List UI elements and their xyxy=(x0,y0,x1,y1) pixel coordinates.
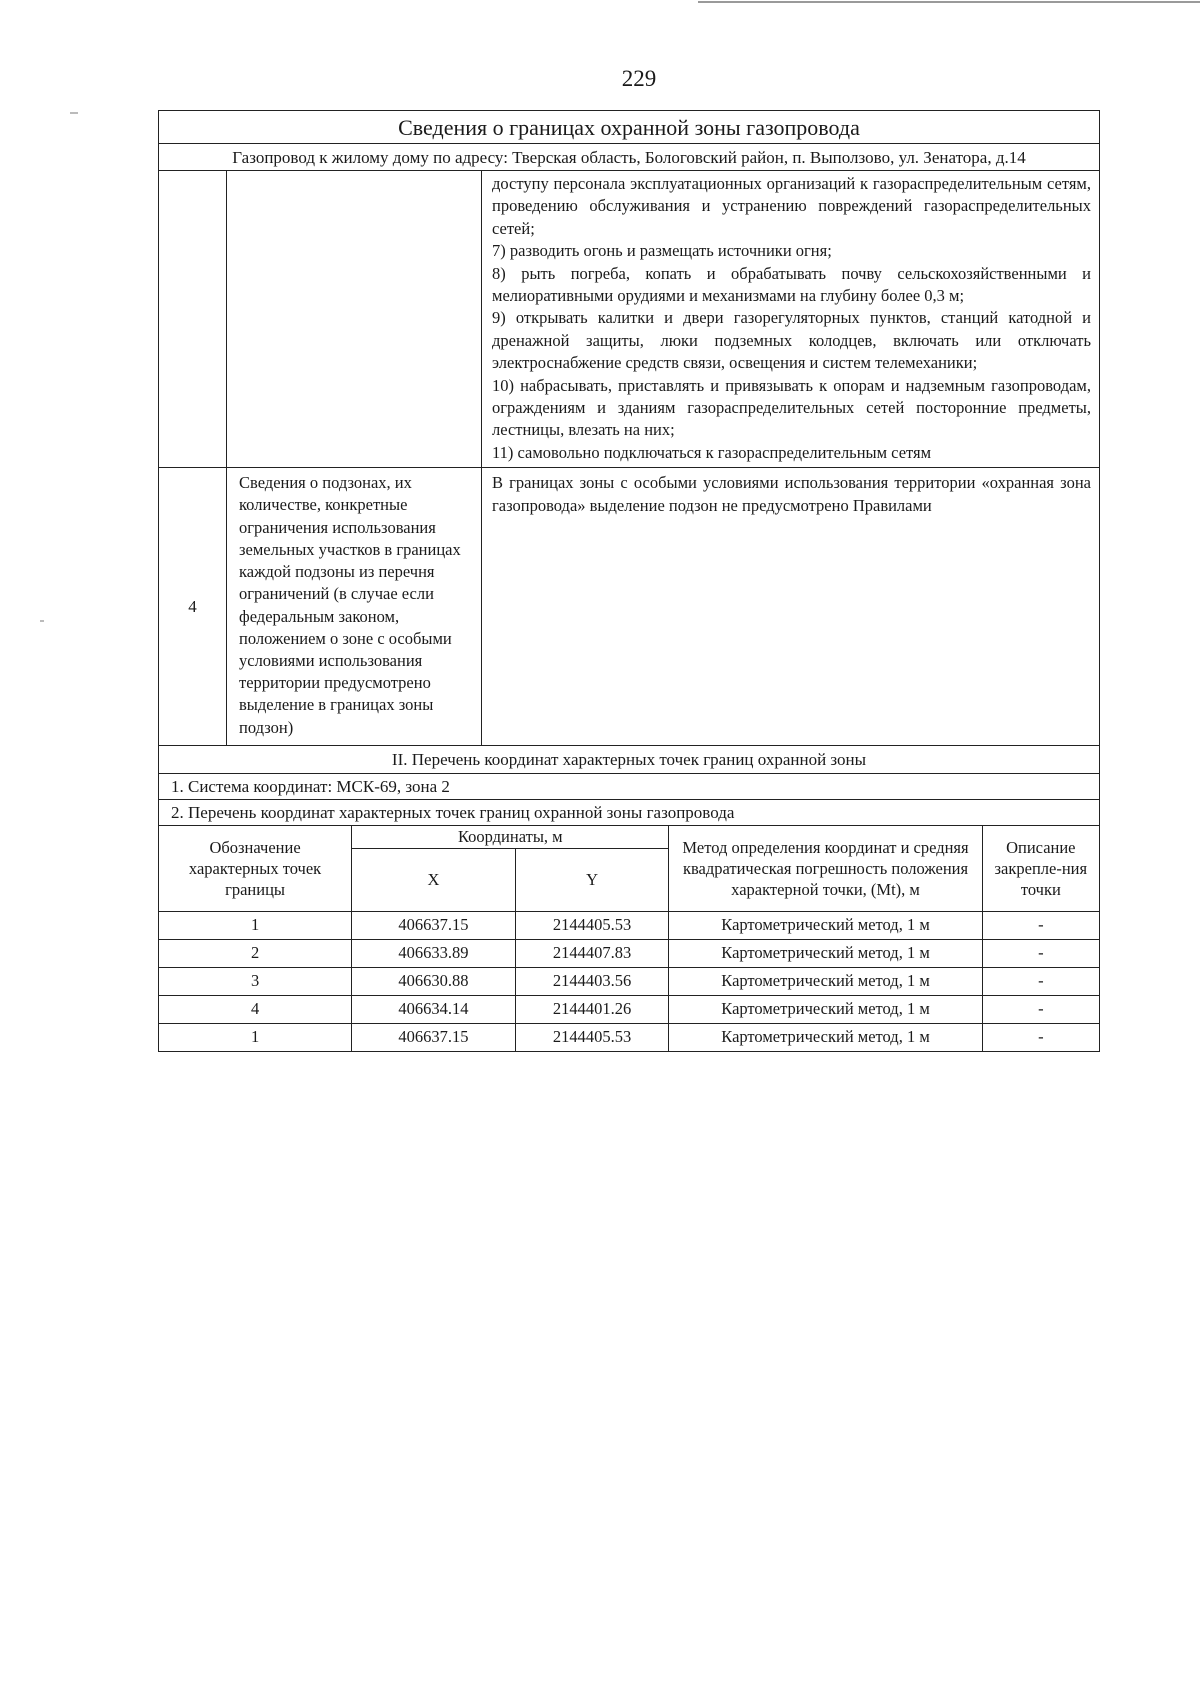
cell-point: 1 xyxy=(159,1023,352,1051)
restriction-line: 7) разводить огонь и размещать источники огня; xyxy=(492,241,832,261)
cell-x: 406637.15 xyxy=(352,1023,516,1051)
cell-method: Картометрический метод, 1 м xyxy=(669,1023,982,1051)
cell-y: 2144403.56 xyxy=(515,967,669,995)
cell-y: 2144405.53 xyxy=(515,911,669,939)
subzones-row xyxy=(159,468,1099,745)
cell-y: 2144405.53 xyxy=(515,1023,669,1051)
cell-desc: - xyxy=(982,967,1099,995)
subzones-number: 4 xyxy=(159,468,227,744)
cell-method: Картометрический метод, 1 м xyxy=(669,939,982,967)
document-subtitle: Газопровод к жилому дому по адресу: Тверская область, Бологовский район, п. Выползово, ул. Зенатора, д.14 xyxy=(159,144,1099,171)
cell-y: 2144401.26 xyxy=(515,995,669,1023)
cell-point: 1 xyxy=(159,911,352,939)
document-title: Сведения о границах охранной зоны газопровода xyxy=(159,111,1099,144)
restrictions-continuation-row xyxy=(159,171,1099,468)
subzones-value: В границах зоны с особыми условиями использования территории «охранная зона газопровода» выделение подзон не предусмотрено Правилами xyxy=(492,473,1091,515)
cell-point: 3 xyxy=(159,967,352,995)
scan-speck xyxy=(70,112,78,114)
cell-y: 2144407.83 xyxy=(515,939,669,967)
empty-number-cell xyxy=(159,171,227,467)
table-row xyxy=(159,967,1099,995)
header-method xyxy=(669,826,982,912)
table-row xyxy=(159,1023,1099,1051)
scan-speck xyxy=(40,620,44,622)
coordinate-system: 1. Система координат: МСК-69, зона 2 xyxy=(159,774,1099,800)
restriction-line: 8) рыть погреба, копать и обрабатывать почву сельскохозяйственными и мелиоративными орудиями и механизмами на глубину более 0,3 м; xyxy=(492,263,1091,306)
scan-top-visible xyxy=(698,1,1200,3)
header-point: Обозначение характерных точек границы xyxy=(159,826,352,912)
header-method-text: Метод определения координат и средняя квадратическая погрешность положения характерной точки, (Mt), м xyxy=(682,837,969,899)
header-x: X xyxy=(352,848,516,911)
cell-desc: - xyxy=(982,939,1099,967)
restriction-line: 10) набрасывать, приставлять и привязывать к опорам и надземным газопроводам, ограждениям и зданиям газораспределительных сетей посторонние предметы, лестницы, влезать на них; xyxy=(492,375,1091,440)
cell-desc: - xyxy=(982,911,1099,939)
restriction-line: доступу персонала эксплуатационных организаций к газораспределительным сетям, проведению обслуживания и устранению повреждений газораспределительных сетей; xyxy=(492,174,1091,238)
section-2-title: II. Перечень координат характерных точек границ охранной зоны xyxy=(159,746,1099,774)
empty-label-cell xyxy=(227,171,482,467)
cell-method: Картометрический метод, 1 м xyxy=(669,911,982,939)
cell-method: Картометрический метод, 1 м xyxy=(669,995,982,1023)
protection-zone-document xyxy=(158,110,1100,1052)
header-description: Описание закрепле-ния точки xyxy=(982,826,1099,912)
cell-desc: - xyxy=(982,1023,1099,1051)
restriction-line: 11) самовольно подключаться к газораспределительным сетям xyxy=(492,442,932,462)
restriction-line: 9) открывать калитки и двери газорегуляторных пунктов, станций катодной и дренажной защиты, люки подземных колодцев, включать или отключать электроснабжение средств связи, освещения и систем телемеханики; xyxy=(492,308,1091,373)
page-number: 229 xyxy=(621,66,657,91)
cell-point: 4 xyxy=(159,995,352,1023)
table-row xyxy=(159,939,1099,967)
cell-x: 406637.15 xyxy=(352,911,516,939)
restrictions-continuation-cell xyxy=(482,171,1099,467)
cell-desc: - xyxy=(982,995,1099,1023)
header-coords: Координаты, м xyxy=(352,826,669,849)
cell-method: Картометрический метод, 1 м xyxy=(669,967,982,995)
cell-x: 406633.89 xyxy=(352,939,516,967)
cell-x: 406630.88 xyxy=(352,967,516,995)
cell-x: 406634.14 xyxy=(352,995,516,1023)
cell-point: 2 xyxy=(159,939,352,967)
header-y: Y xyxy=(515,848,669,911)
table-row xyxy=(159,995,1099,1023)
subzones-label: Сведения о подзонах, их количестве, конкретные ограничения использования земельных участков в границах каждой подзоны из перечня ограничений (в случае если федеральным законом, положением о зоне с особыми условиями использования территории предусмотрено выделение в границах зоны подзон) xyxy=(227,468,482,744)
coordinates-list-title: 2. Перечень координат характерных точек границ охранной зоны газопровода xyxy=(159,800,1099,826)
coordinates-table xyxy=(159,826,1099,1051)
table-row xyxy=(159,911,1099,939)
